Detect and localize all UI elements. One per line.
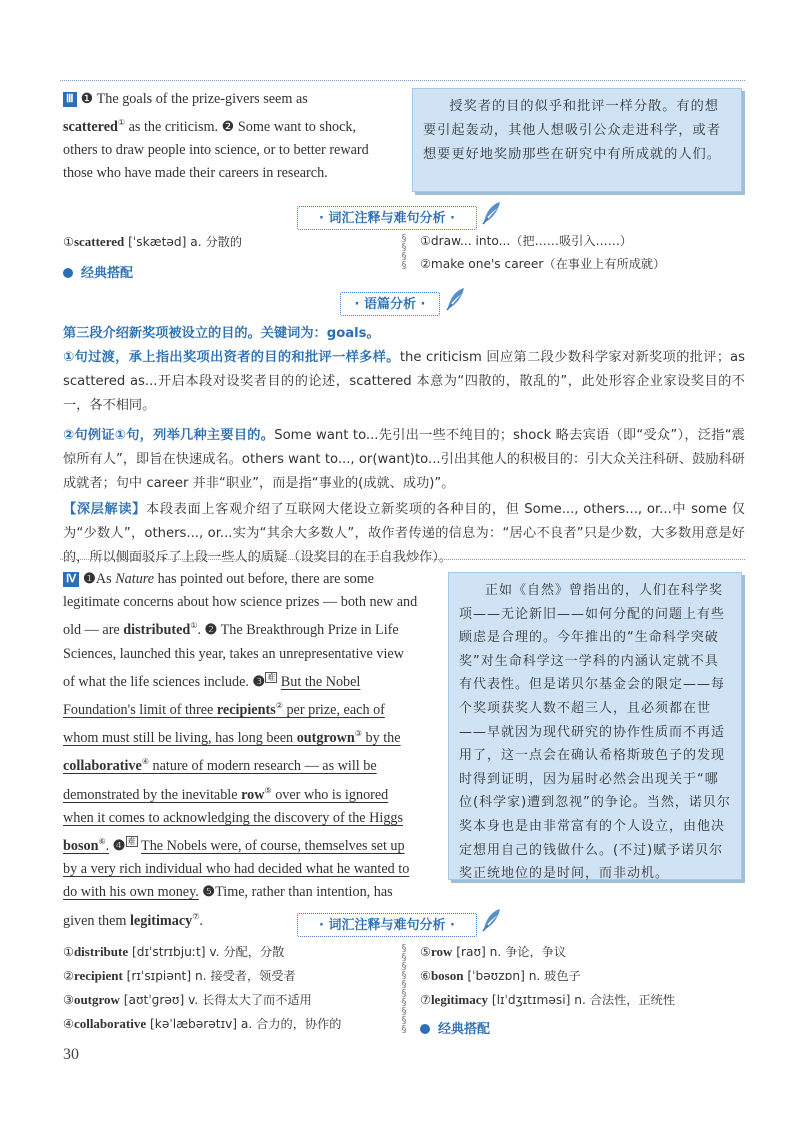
chain-divider-icon: § § § § § § § § § § (401, 943, 407, 1035)
sentence-text: as the criticism. ❷ Some want to shock, (125, 119, 357, 135)
top-divider (60, 80, 745, 81)
vocab-item (63, 964, 393, 988)
item-number: ⑦ (420, 993, 431, 1007)
sentence-text: those who have made their careers in research. (63, 165, 328, 181)
analysis-lead: ②句例证①句，列举几种主要目的。 (63, 428, 275, 443)
paragraph-4-translation: 正如《自然》曾指出的，人们在科学奖项——无论新旧——如何分配的问题上有些顾虑是合理的。今年推出的“生命科学突破奖”对生命科学这一学科的内涵认定就不具有代表性。但是诺贝尔基金会的限定——每个奖项获奖人数不超三人，且必须都在世——早就因为现代研究的协作性质而不再适用了，这一点会在确认希格斯玻色子的发现时得到证明，因为届时必然会出现关于“哪位(科学家)遭到忽视”的争论。当然，诺贝尔奖本身也是由非常富有的个人设立，由他决定想用自己的钱做什么。(不过)赋予诺贝尔奖正统地位的是时间，而非动机。 (448, 572, 742, 880)
sentence-text: ❶ The goals of the prize-givers seem as (80, 91, 308, 107)
bullet-dot-icon (63, 268, 73, 278)
vocab-word: recipient (73, 968, 123, 983)
collocation-item: ②make one's career（在事业上有所成就） (420, 257, 666, 271)
item-number: ④ (63, 1017, 74, 1031)
bullet-dot-icon (420, 1024, 430, 1034)
vocab-definition: [rɪˈsɪpiənt] n. 接受者，领受者 (122, 969, 296, 983)
paragraph-3-translation: 授奖者的目的似乎和批评一样分散。有的想要引起轰动，其他人想吸引公众走进科学，或者想要更好地奖励那些在研究中有所成就的人们。 (412, 88, 742, 192)
vocab-word: distribute (73, 944, 129, 959)
vocab-definition: [aʊtˈɡrəʊ] v. 长得太大了而不适用 (119, 993, 312, 1007)
section-title-vocab: · 词汇注释与难句分析 · (297, 206, 477, 230)
vocab-item (420, 964, 750, 988)
paragraph-number: Ⅲ (63, 92, 77, 107)
vocab-item (63, 940, 393, 964)
vocab-item (63, 988, 393, 1012)
paragraph-3-english (63, 88, 403, 185)
analysis-heading: 第三段介绍新奖项被设立的目的。关键词为：goals。 (63, 326, 380, 341)
vocab-item (63, 1012, 393, 1036)
collocation-item: ①draw... into...（把……吸引入……） (420, 234, 633, 248)
vocab-word: outgrow (73, 992, 120, 1007)
vocab-word: boson (430, 968, 464, 983)
vocab-word: scattered (73, 234, 125, 249)
page-number: 30 (63, 1046, 79, 1063)
chain-divider-icon: § § § § (401, 233, 407, 271)
vocab-list-left (63, 230, 383, 285)
paragraph-4-english: Ⅳ ❶As Nature has pointed out before, there are some legitimate concerns about how science prizes — both new and old — are distributed①. ❷ The Breakthrough Prize in Life Sciences, launched this year, takes an unrepresentative view of what the life sciences include. ❸ $^难$ But the Nobel Foundation's limit of three recipients② per prize, each of whom must still be living, has long been outgrown③ by the collaborative④ nature of modern research — as will be demonstrated by the inevitable row⑤ over who is ignored when it comes to acknowledging the discovery of the Higgs boson⑥. ❹ $^难$ The Nobels were, of course, themselves set up by a very rich individual who had decided what he wanted to do with his own money. ❺Time, rather than intention, has given them legitimacy⑦. (63, 571, 418, 929)
vocab-item (420, 988, 750, 1012)
item-number: ② (63, 969, 74, 983)
item-number: ⑥ (420, 969, 431, 983)
vocab-list-2-left (63, 940, 393, 1036)
quill-icon (444, 286, 468, 312)
paragraph-number: Ⅳ (63, 572, 79, 587)
vocab-definition: [lɪˈdʒɪtɪməsi] n. 合法性，正统性 (487, 993, 676, 1007)
discourse-analysis (63, 322, 745, 570)
deep-reading-tag: 【深层解读】 (63, 502, 146, 517)
analysis-paragraph-1 (63, 346, 745, 418)
vocab-word: collaborative (73, 1016, 147, 1031)
vocab-item (420, 940, 750, 964)
analysis-lead: ①句过渡，承上指出奖项出资者的目的和批评一样多样。 (63, 350, 400, 365)
sentence-text: others to draw people into science, or to better reward (63, 142, 369, 158)
vocab-definition: [ˈskætəd] a. 分散的 (124, 235, 243, 249)
vocab-definition: [ˈbəʊzɒn] n. 玻色子 (463, 969, 581, 983)
vocab-word: row (430, 944, 453, 959)
vocab-definition: [kəˈlæbərətɪv] a. 合力的，协作的 (146, 1017, 342, 1031)
classic-collocation-heading (63, 262, 383, 285)
heading-label: 经典搭配 (438, 1022, 491, 1037)
analysis-paragraph-2 (63, 424, 745, 496)
item-number: ① (63, 945, 74, 959)
item-number: ① (63, 235, 74, 249)
section-title-analysis: · 语篇分析 · (340, 292, 440, 316)
heading-label: 经典搭配 (81, 266, 134, 281)
item-number: ⑤ (420, 945, 431, 959)
item-number: ③ (63, 993, 74, 1007)
quill-icon (480, 907, 504, 933)
footnote-mark: ① (117, 118, 126, 127)
vocab-list-right (420, 230, 750, 276)
analysis-body: the criticism 回应第二段少数科学家对新奖项的批评；as scattered as...开启本段对设奖者目的的论述，scattered 本意为“四散的，散乱的”，此处形容企业家设奖目的不一，各不相同。 (63, 350, 745, 413)
analysis-body: Some want to...先引出一些不纯目的；shock 略去宾语（即“受众”），泛指“震惊所有人”，即旨在快速成名。others want to..., or(want)to...引出其他人的积极目的：引大众关注科研、鼓励科研成就者；句中 career 并非“职业”，而是指“事业的(成就、成功)”。 (63, 428, 745, 491)
middle-divider (60, 559, 745, 560)
quill-icon (480, 200, 504, 226)
analysis-body: 本段表面上客观介绍了互联网大佬设立新奖项的各种目的，但 Some..., others..., or...中 some 仅为“少数人”，others..., or...实为“其余大多数人”，故作者传递的信息为：“居心不良者”只是少数，大多数用意是好的，所以侧面驳斥了上段一些人的质疑（设奖目的在于自我炒作）。 (63, 502, 745, 565)
keyword: scattered (63, 119, 118, 135)
section-title-vocab-2: · 词汇注释与难句分析 · (297, 913, 477, 937)
vocab-word: legitimacy (430, 992, 488, 1007)
vocab-definition: [raʊ] n. 争论，争议 (452, 945, 567, 959)
vocab-definition: [dɪˈstrɪbjuːt] v. 分配，分散 (128, 945, 285, 959)
vocab-list-2-right (420, 940, 750, 1041)
vocab-item (63, 230, 383, 254)
classic-collocation-heading (420, 1018, 750, 1041)
